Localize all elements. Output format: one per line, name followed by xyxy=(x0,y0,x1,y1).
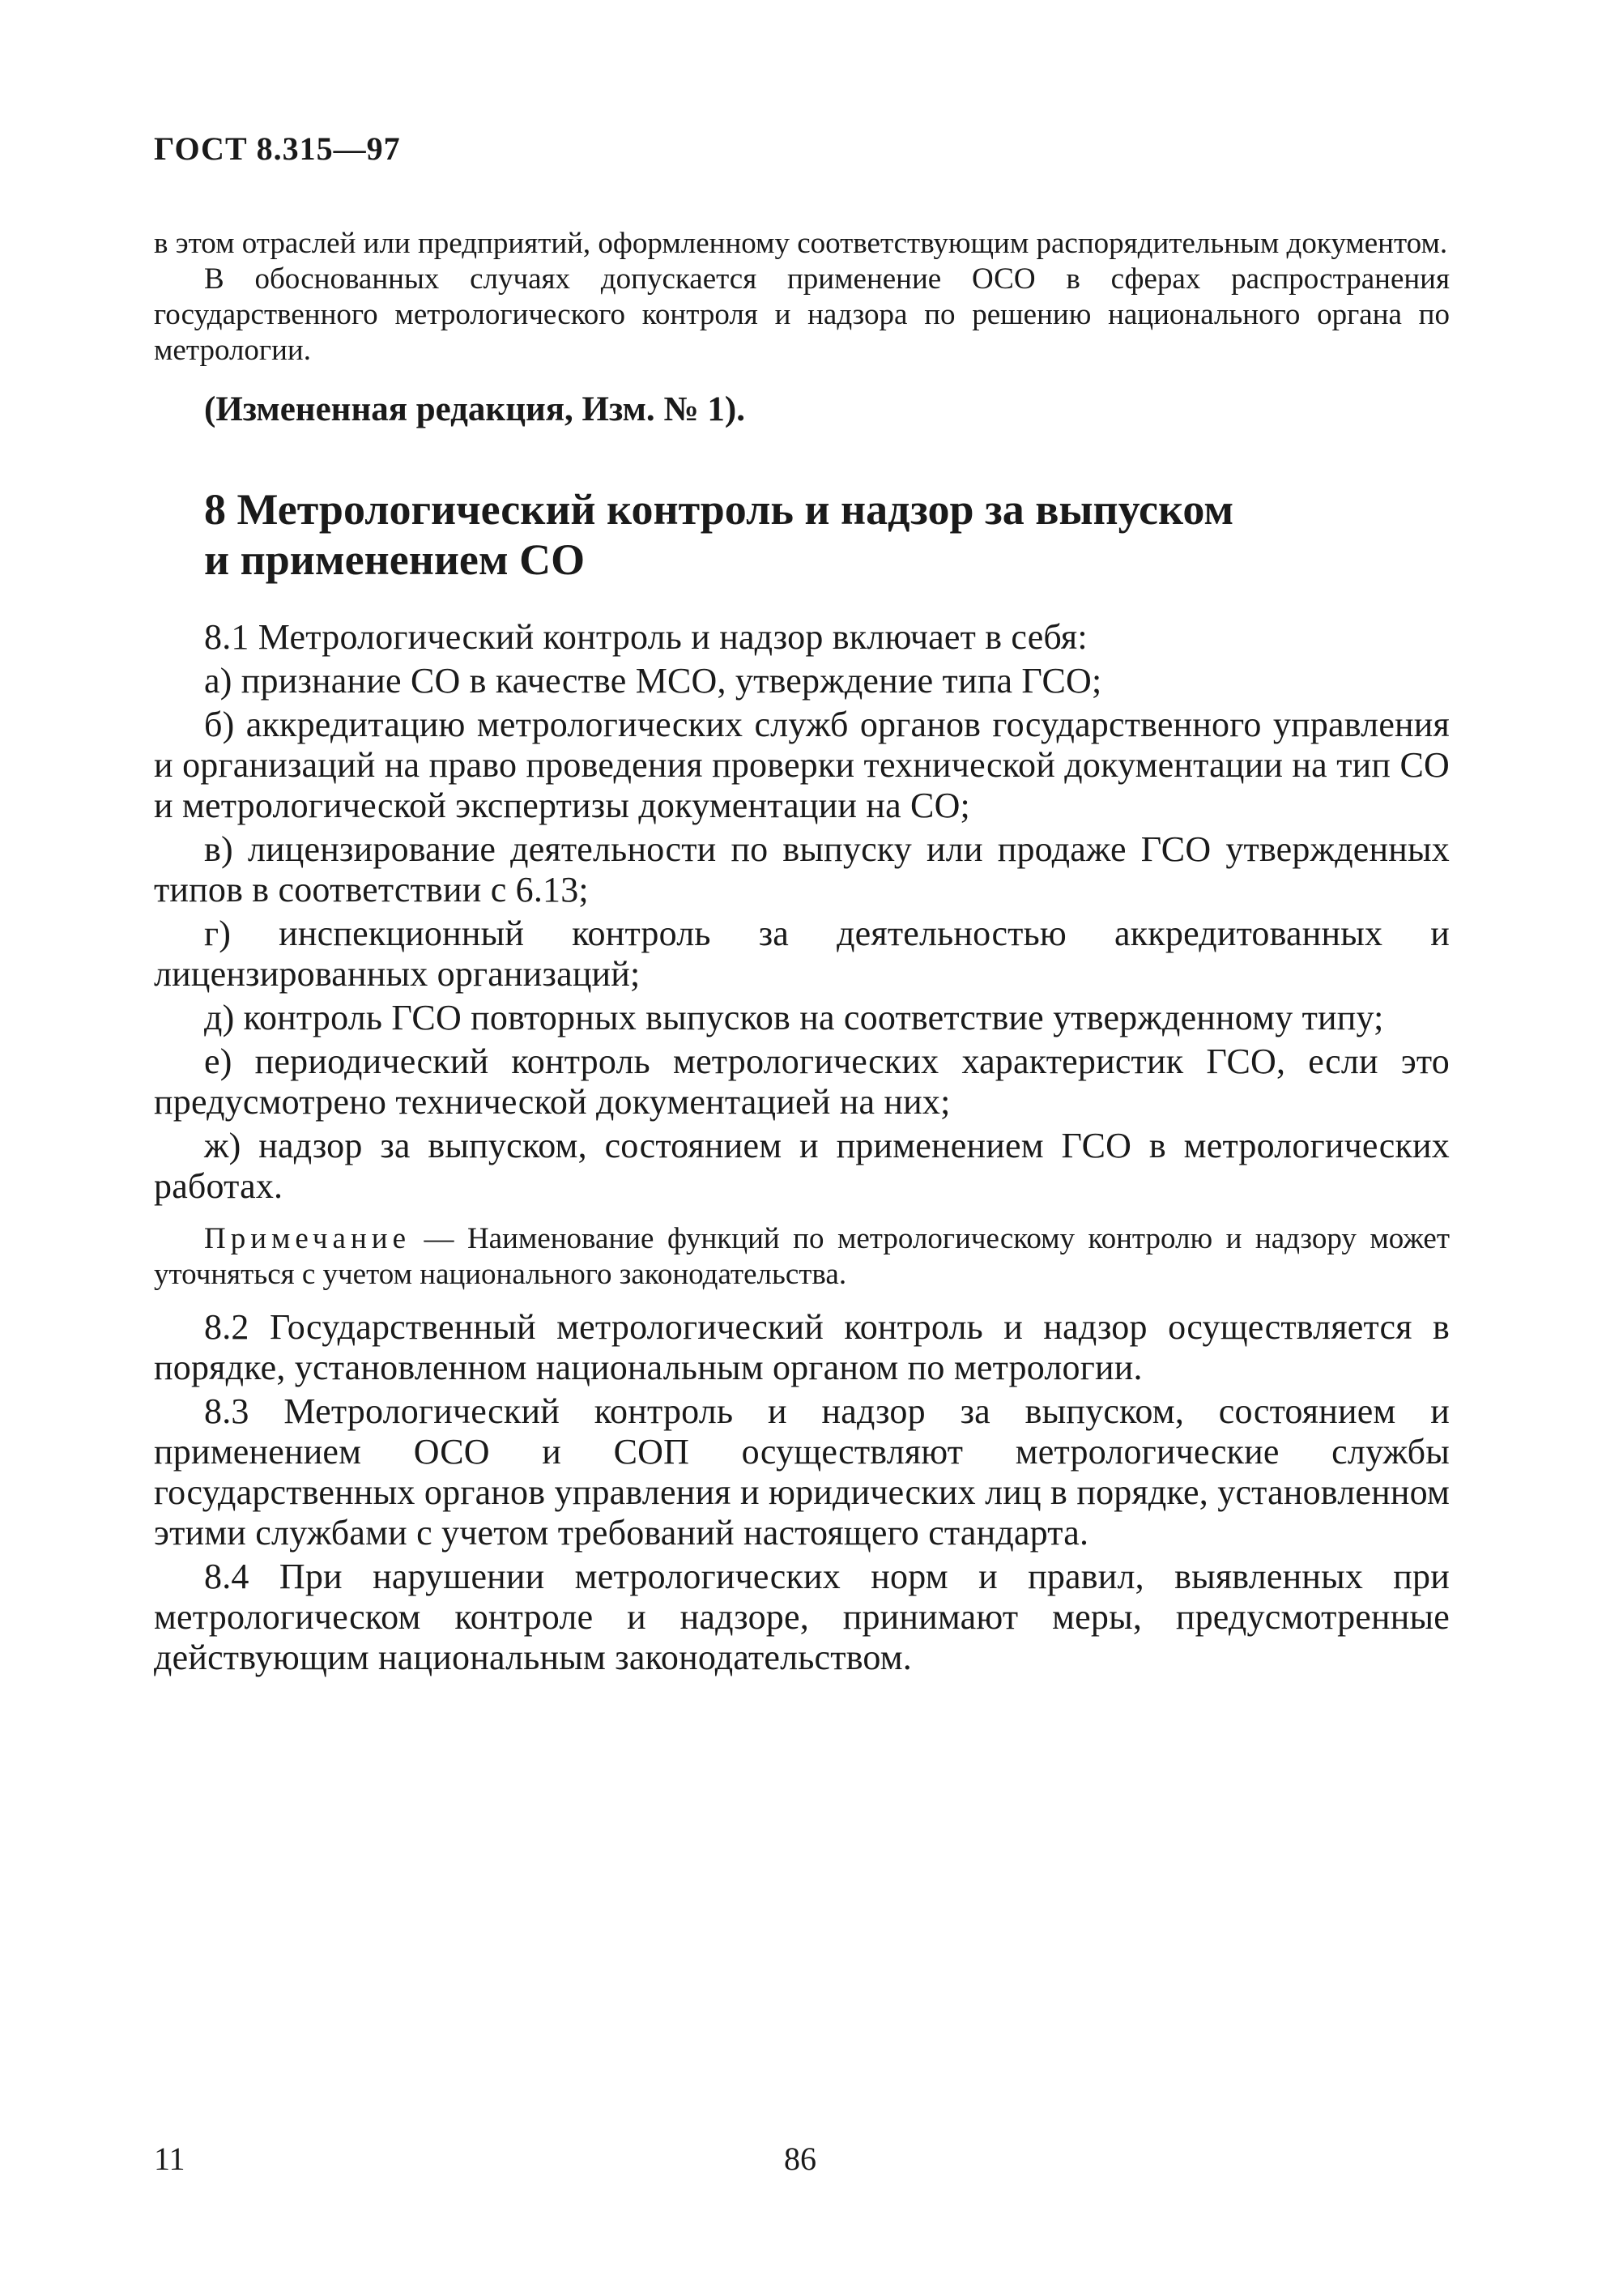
clause-8-4: 8.4 При нарушении метрологических норм и правил, выявленных при метрологическом контроле и надзоре, принимают меры, предусмотренные действующим национальным законодательством. xyxy=(154,1557,1450,1677)
list-item-a: а) признание СО в качестве МСО, утверждение типа ГСО; xyxy=(204,661,1102,701)
justified-cases-paragraph: В обоснованных случаях допускается применение ОСО в сферах распространения государственного метрологического контроля и надзора по решению национального органа по метрологии. xyxy=(154,262,1450,367)
section-8-title xyxy=(204,484,1450,585)
document-code-header: ГОСТ 8.315—97 xyxy=(154,130,401,167)
list-item-v: в) лицензирование деятельности по выпуску или продаже ГСО утвержденных типов в соответствии с 6.13; xyxy=(154,829,1450,909)
note-label: Примечание xyxy=(204,1222,411,1255)
continuation-paragraph: в этом отраслей или предприятий, оформленному соответствующим распорядительным документом. xyxy=(154,227,1448,260)
clause-8-3: 8.3 Метрологический контроль и надзор за выпуском, состоянием и применением ОСО и СОП осуществляют метрологические службы государственных органов управления и юридических лиц в порядке, установленном этими службами с учетом требований настоящего стандарта. xyxy=(154,1391,1450,1553)
list-item-g: г) инспекционный контроль за деятельностью аккредитованных и лицензированных организаций; xyxy=(154,914,1450,994)
page-number: 86 xyxy=(784,2141,816,2177)
list-item-zh: ж) надзор за выпуском, состоянием и применением ГСО в метрологических работах. xyxy=(154,1126,1450,1206)
clause-8-1: 8.1 Метрологический контроль и надзор включает в себя: xyxy=(204,617,1088,657)
list-item-e: е) периодический контроль метрологических характеристик ГСО, если это предусмотрено технической документацией на них; xyxy=(154,1042,1450,1122)
list-item-b: б) аккредитацию метрологических служб органов государственного управления и организаций на право проведения проверки технической документации на тип СО и метрологической экспертизы документации на СО; xyxy=(154,705,1450,825)
amendment-note: (Измененная редакция, Изм. № 1). xyxy=(204,390,745,428)
note-text: — Наименование функций по метрологическому контролю и надзору может уточняться с учетом национального законодательства. xyxy=(154,1222,1450,1291)
list-item-d: д) контроль ГСО повторных выпусков на соответствие утвержденному типу; xyxy=(204,998,1384,1037)
section-title-line-1: 8 Метрологический контроль и надзор за выпуском xyxy=(204,485,1234,534)
footer-left-number: 11 xyxy=(154,2141,185,2177)
document-page xyxy=(154,130,1450,1681)
clause-8-2: 8.2 Государственный метрологический контроль и надзор осуществляется в порядке, установленном национальным органом по метрологии. xyxy=(154,1307,1450,1387)
note-paragraph xyxy=(154,1221,1450,1293)
section-title-line-2: и применением СО xyxy=(204,535,586,584)
